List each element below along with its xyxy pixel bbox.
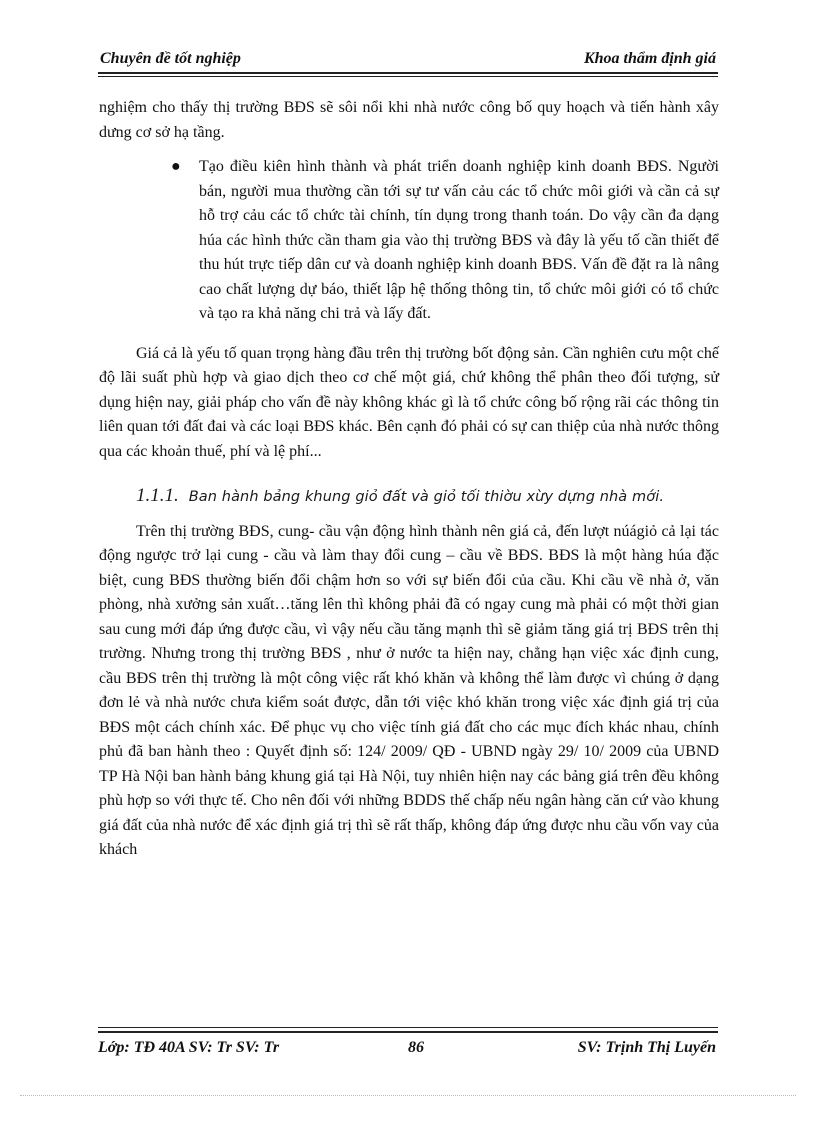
bullet-item <box>171 155 719 327</box>
paragraph-price: Giá cả là yếu tố quan trọng hàng đầu trên thị trường bốt động sản. Cần nghiên cưu một chế độ lãi suất phù hợp và giao dịch theo cơ chế một giá, chứ không thể phân theo đối tượng, sử dụng hiện nay, giải pháp cho vấn đề này không khác gì là tổ chức công bố rộng rãi các thông tin liên quan tới đất đai và các loại BĐS khác. Bên cạnh đó phải có sự can thiệp của nhà nước thông qua các khoản thuế, phí và lệ phí... <box>99 344 719 460</box>
footer-rule <box>98 1031 718 1033</box>
bullet-text: Tạo điều kiên hình thành và phát triển doanh nghiệp kinh doanh BĐS. Người bán, người mua thường cần tới sự tư vấn cảu các tổ chức môi giới và cần cả sự hỗ trợ cảu các tổ chức tài chính, tín dụng trong thanh toán. Do vậy cần đa dạng húa các hình thức cần tham gia vào thị trường BĐS và đây là yếu tố cần thiết để thu hút trực tiếp dân cư và doanh nghiệp kinh doanh BĐS. Vấn đề đặt ra là nâng cao chất lượng dự báo, thiết lập hệ thống thông tin, tổ chức môi giới có tổ chức và tạo ra khả năng chi trả và lấy đất. <box>199 158 719 322</box>
section-title: Ban hành bảng khung giỏ đất và giỏ tối thiờu xừy dựng nhà mới. <box>188 489 665 505</box>
section-heading <box>99 484 719 510</box>
page-body <box>99 96 719 863</box>
header-left-title: Chuyên đề tốt nghiệp <box>100 50 241 67</box>
footer-class-info: Lớp: TĐ 40A SV: Tr SV: Tr <box>98 1039 280 1056</box>
page-header <box>98 46 718 76</box>
header-rule-thin <box>98 76 718 77</box>
bullet-icon: ● <box>171 158 181 175</box>
header-rule <box>98 72 718 74</box>
footer-rule-thin <box>98 1027 718 1028</box>
footer-student-name: SV: Trịnh Thị Luyến <box>577 1039 716 1056</box>
paragraph-intro: nghiệm cho thấy thị trường BĐS sẽ sôi nổi khi nhà nước công bố quy hoạch và tiến hành xây dưng cơ sở hạ tầng. <box>99 99 719 141</box>
page-bottom-divider <box>20 1095 796 1096</box>
section-number: 1.1.1. <box>136 485 179 506</box>
header-right-title: Khoa thẩm định giá <box>583 50 716 67</box>
page-number: 86 <box>408 1039 424 1056</box>
paragraph-market: Trên thị trường BĐS, cung- cầu vận động hình thành nên giá cả, đến lượt núágiỏ cả lại tác động ngược trở lại cung - cầu và làm thay đổi cung – cầu về BĐS. BĐS là một hàng húa đặc biệt, cung BĐS thường biến đổi chậm hơn so với sự biến đổi của cầu. Khi cầu về nhà ở, văn phòng, nhà xưởng sản xuất…tăng lên thì không phải đã có ngay cung mà phải có một thời gian sau cung mới đáp ứng được cầu, vì vậy nếu cầu tăng mạnh thì sẽ giảm tăng giá trị BĐS trên thị trường. Nhưng trong thị trường BĐS , như ở nước ta hiện nay, chẳng hạn việc xác định cung, cầu BĐS trên thị trường là một công việc rất khó khăn và không thể làm được vì chúng ở dạng đơn lẻ và nhà nước chưa kiểm soát được, dẫn tới việc khó khăn trong việc xác định giá trị của BĐS một cách chính xác. Để phục vụ cho việc tính giá đất cho các mục đích khác nhau, chính phủ đã ban hành theo : Quyết định số: 124/ 2009/ QĐ - UBND ngày 29/ 10/ 2009 của UBND TP Hà Nội ban hành bảng khung giá tại Hà Nội, tuy nhiên hiện nay các bảng giá trên đều không phù hợp so với thực tế. Cho nên đối với những BDDS thế chấp nếu ngân hàng căn cứ vào khung giá đất của nhà nước để xác định giá trị thì sẽ rất thấp, không đáp ứng được nhu cầu vốn vay của khách <box>99 522 719 858</box>
page-footer <box>98 1027 718 1067</box>
